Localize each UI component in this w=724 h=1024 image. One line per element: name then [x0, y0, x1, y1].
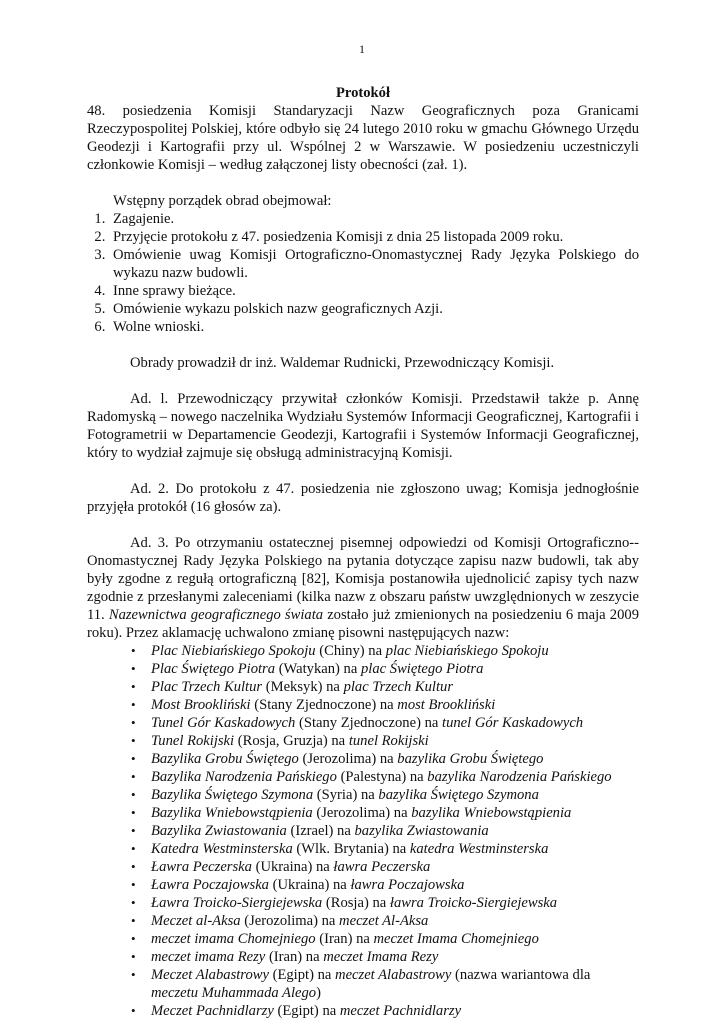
old-name: Ławra Peczerska — [151, 859, 252, 875]
page-number: 1 — [359, 42, 365, 56]
name-change-item — [151, 930, 639, 948]
country-label: (Izrael) na — [290, 823, 351, 839]
new-name: ławra Poczajowska — [350, 877, 465, 893]
new-name: meczet Alabastrowy — [335, 967, 452, 983]
new-name: plac Świętego Piotra — [361, 661, 484, 677]
agenda-item: 6. Wolne wnioski. — [109, 318, 639, 336]
country-label: (Jerozolima) na — [302, 751, 394, 767]
country-label: (Stany Zjednoczone) na — [298, 715, 439, 731]
agenda-item: 4. Inne sprawy bieżące. — [109, 282, 639, 300]
country-label: (Palestyna) na — [340, 769, 424, 785]
variant-name: meczetu Muhammada Alego — [151, 985, 317, 1001]
old-name: Bazylika Grobu Świętego — [151, 751, 299, 767]
name-change-item — [151, 678, 639, 696]
new-name: plac Trzech Kultur — [343, 679, 454, 695]
old-name: Bazylika Narodzenia Pańskiego — [151, 769, 337, 785]
new-name: bazylika Wniebowstąpienia — [411, 805, 572, 821]
country-label: (Rosja) na — [325, 895, 387, 911]
new-name: meczet Al-Aksa — [339, 913, 429, 929]
country-label: (Egipt) na — [272, 967, 332, 983]
name-change-item — [151, 948, 639, 966]
name-changes-list — [87, 642, 639, 1020]
name-change-item — [151, 1002, 639, 1020]
name-change-item — [151, 714, 639, 732]
new-name: bazylika Świętego Szymona — [378, 787, 539, 803]
variant-note: (nazwa wariantowa dla — [455, 967, 591, 983]
name-change-item — [151, 732, 639, 750]
old-name: Most Brookliński — [151, 697, 251, 713]
new-name: meczet Imama Rezy — [323, 949, 439, 965]
name-change-item — [151, 840, 639, 858]
old-name: Ławra Troicko-Siergiejewska — [151, 895, 323, 911]
old-name: Ławra Poczajowska — [151, 877, 269, 893]
old-name: meczet imama Chomejniego — [151, 931, 316, 947]
name-change-item — [151, 804, 639, 822]
country-label: (Watykan) na — [278, 661, 358, 677]
country-label: (Iran) na — [319, 931, 370, 947]
name-change-item — [151, 786, 639, 804]
new-name: plac Niebiańskiego Spokoju — [385, 643, 549, 659]
old-name: Plac Trzech Kultur — [151, 679, 263, 695]
country-label: (Meksyk) na — [265, 679, 340, 695]
name-change-item — [151, 768, 639, 786]
ad1-paragraph: Ad. l. Przewodniczący przywitał członków Komisji. Przedstawił także p. Annę Radomyską – nowego naczelnika Wydziału Systemów Informacji Geograficznej, Kartografii i Fotogrametrii w Departamencie Geodezji, Kartografii i Systemów Informacji Geograficznej, który to wydział zajmuje się obsługą administracyjną Komisji. — [87, 391, 639, 461]
agenda-item: 2. Przyjęcie protokołu z 47. posiedzenia Komisji z dnia 25 listopada 2009 roku. — [109, 228, 639, 246]
new-name: tunel Gór Kaskadowych — [442, 715, 584, 731]
name-change-item — [151, 876, 639, 894]
new-name: meczet Imama Chomejniego — [373, 931, 539, 947]
old-name: Bazylika Zwiastowania — [151, 823, 287, 839]
new-name: meczet Pachnidlarzy — [339, 1003, 462, 1019]
country-label: (Syria) na — [316, 787, 375, 803]
document-title: Protokół — [335, 85, 391, 101]
country-label: (Egipt) na — [277, 1003, 337, 1019]
name-change-item — [151, 660, 639, 678]
old-name: Bazylika Wniebowstąpienia — [151, 805, 313, 821]
new-name: bazylika Grobu Świętego — [397, 751, 544, 767]
old-name: Tunel Gór Kaskadowych — [151, 715, 296, 731]
country-label: (Jerozolima) na — [244, 913, 336, 929]
old-name: meczet imama Rezy — [151, 949, 266, 965]
country-label: (Ukraina) na — [255, 859, 330, 875]
country-label: (Stany Zjednoczone) na — [254, 697, 394, 713]
agenda-item: 3. Omówienie uwag Komisji Ortograficzno-Onomastycznej Rady Języka Polskiego do wykazu nazw budowli. — [109, 246, 639, 282]
old-name: Meczet Pachnidlarzy — [151, 1003, 274, 1019]
name-change-item — [151, 696, 639, 714]
new-name: ławra Troicko-Siergiejewska — [389, 895, 558, 911]
intro-paragraph: 48. posiedzenia Komisji Standaryzacji Nazw Geograficznych poza Granicami Rzeczypospolitej Polskiej, które odbyło się 24 lutego 2010 roku w gmachu Głównego Urzędu Geodezji i Kartografii przy ul. Wspólnej 2 w Warszawie. W posiedzeniu uczestniczyli członkowie Komisji – według załączonej listy obecności (zał. 1). — [87, 103, 639, 173]
ad2-paragraph: Ad. 2. Do protokołu z 47. posiedzenia nie zgłoszono uwag; Komisja jednogłośnie przyjęła protokół (16 głosów za). — [87, 481, 639, 515]
old-name: Meczet Alabastrowy — [151, 967, 269, 983]
name-change-item — [151, 822, 639, 840]
country-label: (Iran) na — [268, 949, 320, 965]
old-name: Plac Niebiańskiego Spokoju — [151, 643, 316, 659]
name-change-item — [151, 858, 639, 876]
agenda-item: 5. Omówienie wykazu polskich nazw geograficznych Azji. — [109, 300, 639, 318]
agenda-list — [87, 210, 639, 336]
name-change-item — [151, 966, 639, 1002]
ad3-paragraph: Ad. 3. Po otrzymaniu ostatecznej pisemnej odpowiedzi od Komisji Ortograficzno--Onomastycznej Rady Języka Polskiego na pytania dotyczące zapisu nazw budowli, tak aby były zgodne z regułą ortograficzną [82], Komisja postanowiła ujednolicić zapisy tych nazw zgodnie z przesłanymi zaleceniami (kilka nazw z obszaru państw uwzględnionych w zeszycie 11. Nazewnictwa geograficznego świata zostało już zmienionych na posiedzeniu 6 maja 2009 roku). Przez aklamację uchwalono zmianę pisowni następujących nazw: — [87, 535, 639, 641]
country-label: (Wlk. Brytania) na — [296, 841, 407, 857]
chair-paragraph: Obrady prowadził dr inż. Waldemar Rudnicki, Przewodniczący Komisji. — [130, 355, 555, 371]
country-label: (Ukraina) na — [272, 877, 347, 893]
document-body — [87, 78, 639, 1020]
country-label: (Rosja, Gruzja) na — [237, 733, 346, 749]
old-name: Bazylika Świętego Szymona — [151, 787, 314, 803]
publication-title: Nazewnictwa geograficznego świata — [108, 607, 324, 623]
variant-note-end: ) — [316, 985, 321, 1001]
name-change-item — [151, 912, 639, 930]
new-name: most Brookliński — [397, 697, 496, 713]
new-name: katedra Westminsterska — [409, 841, 549, 857]
old-name: Katedra Westminsterska — [151, 841, 293, 857]
new-name: bazylika Narodzenia Pańskiego — [427, 769, 612, 785]
name-change-item — [151, 642, 639, 660]
agenda-item: 1. Zagajenie. — [109, 210, 639, 228]
old-name: Plac Świętego Piotra — [151, 661, 276, 677]
name-change-item — [151, 894, 639, 912]
country-label: (Chiny) na — [319, 643, 383, 659]
agenda-heading: Wstępny porządek obrad obejmował: — [113, 193, 332, 209]
country-label: (Jerozolima) na — [316, 805, 408, 821]
new-name: bazylika Zwiastowania — [354, 823, 489, 839]
old-name: Meczet al-Aksa — [151, 913, 241, 929]
new-name: ławra Peczerska — [333, 859, 431, 875]
name-change-item — [151, 750, 639, 768]
new-name: tunel Rokijski — [348, 733, 429, 749]
old-name: Tunel Rokijski — [151, 733, 235, 749]
